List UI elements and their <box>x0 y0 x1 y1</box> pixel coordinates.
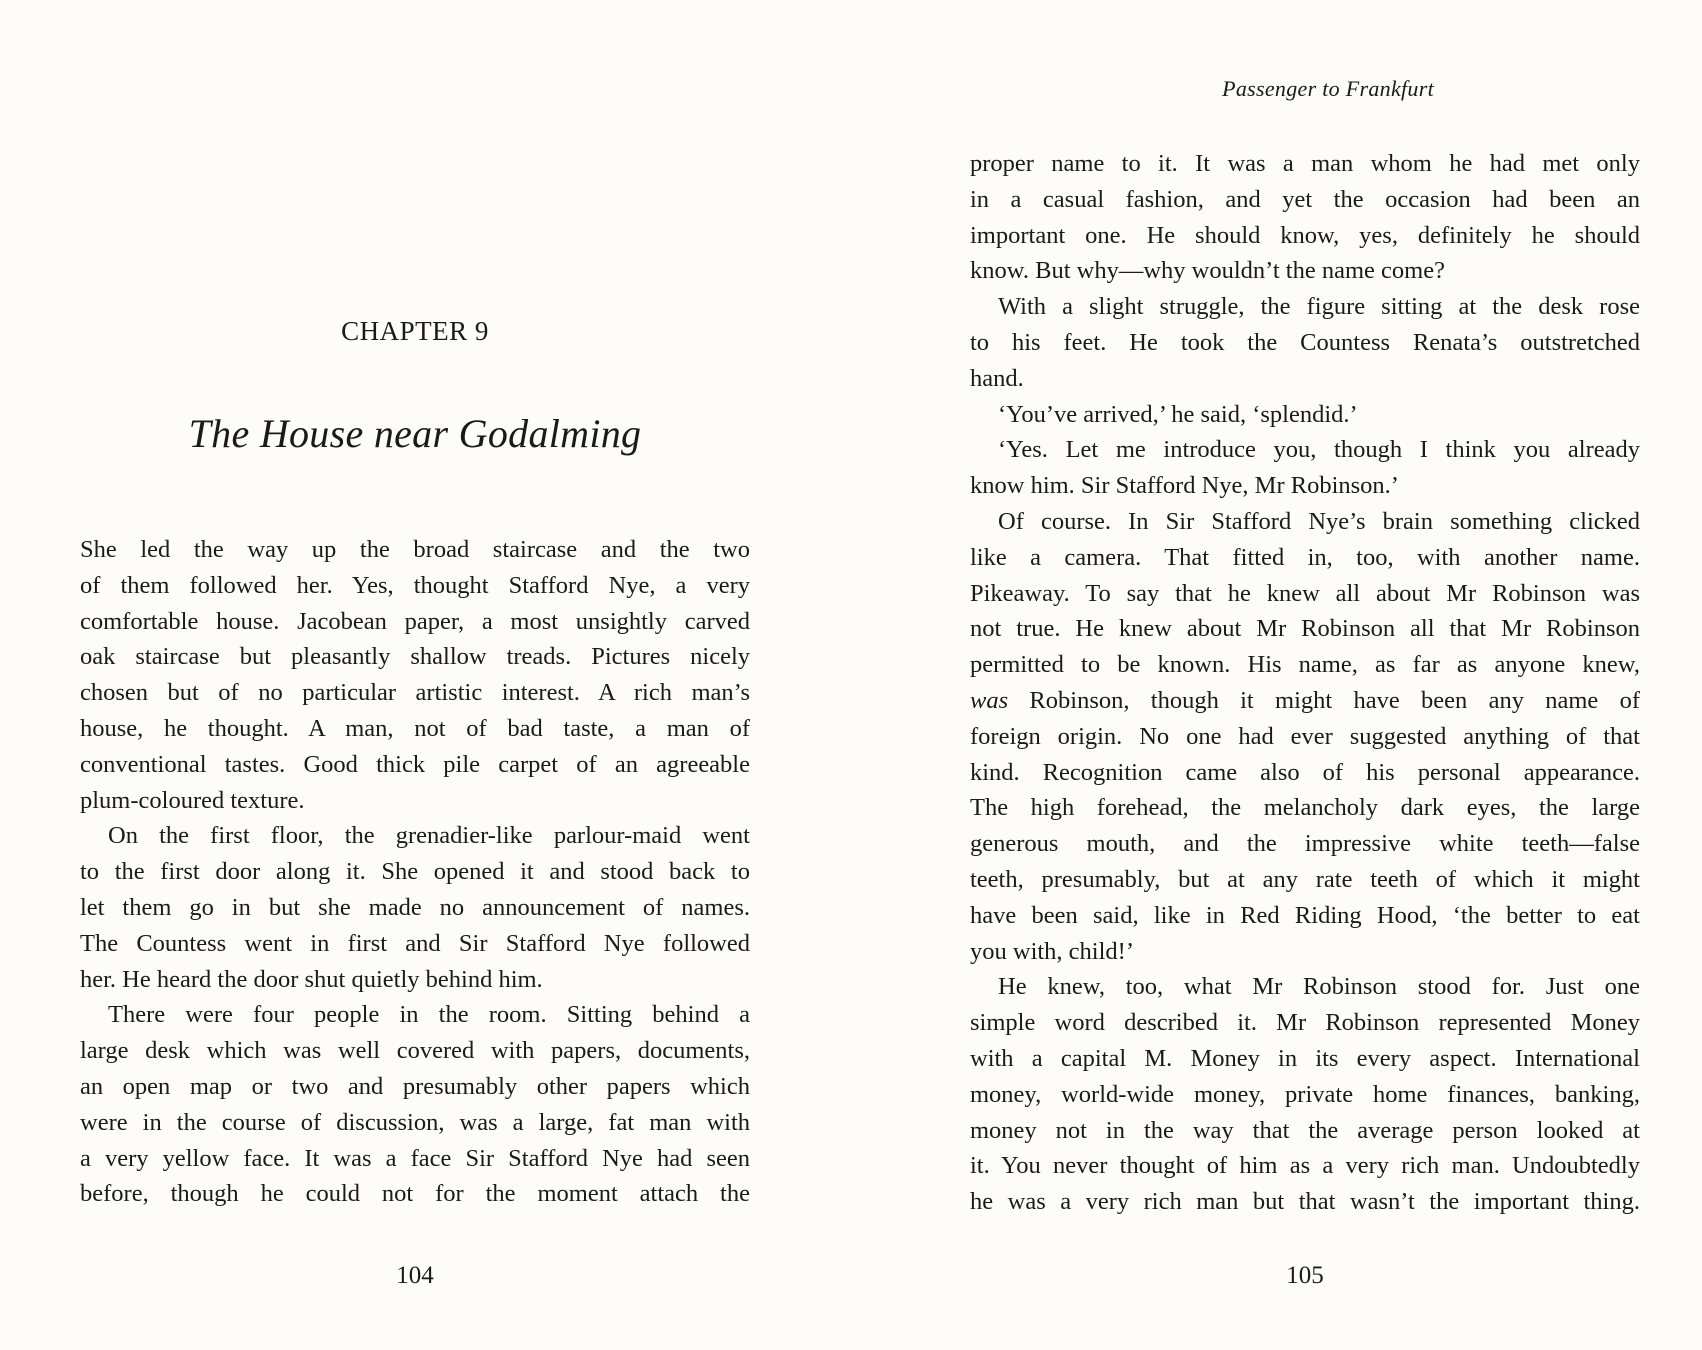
text-line: conventional tastes. Good thick pile carpet of an agreeable <box>80 750 750 778</box>
text-line: house, he thought. A man, not of bad taste, a man of <box>80 714 750 742</box>
right-page <box>970 0 1640 1350</box>
page-number-right: 105 <box>1286 1262 1324 1289</box>
text-line: There were four people in the room. Sitting behind a <box>108 1001 750 1029</box>
text-line: The Countess went in first and Sir Stafford Nye followed <box>80 929 750 957</box>
text-line: foreign origin. No one had ever suggested anything of that <box>970 722 1640 750</box>
running-head: Passenger to Frankfurt <box>1222 76 1434 101</box>
text-line: know him. Sir Stafford Nye, Mr Robinson.’ <box>970 472 1399 500</box>
text-line: On the first floor, the grenadier-like parlour-maid went <box>108 822 750 850</box>
text-line: it. You never thought of him as a very rich man. Undoubtedly <box>970 1152 1640 1180</box>
text-line: let them go in but she made no announcement of names. <box>80 893 750 921</box>
text-line: hand. <box>970 364 1024 392</box>
text-line: oak staircase but pleasantly shallow treads. Pictures nicely <box>80 643 750 671</box>
text-line: of them followed her. Yes, thought Stafford Nye, a very <box>80 571 750 599</box>
text-line: comfortable house. Jacobean paper, a most unsightly carved <box>80 607 750 635</box>
text-line: like a camera. That fitted in, too, with another name. <box>970 543 1640 571</box>
text-line: Of course. In Sir Stafford Nye’s brain something clicked <box>998 507 1640 535</box>
left-body-text <box>80 532 750 1212</box>
text-line: you with, child!’ <box>970 937 1134 965</box>
right-body-text <box>970 146 1640 1220</box>
text-line: not true. He knew about Mr Robinson all that Mr Robinson <box>970 615 1640 643</box>
text-line: have been said, like in Red Riding Hood, ‘the better to eat <box>970 901 1640 929</box>
text-line: an open map or two and presumably other papers which <box>80 1072 750 1100</box>
text-line: He knew, too, what Mr Robinson stood for. Just one <box>998 973 1640 1001</box>
text-line: kind. Recognition came also of his personal appearance. <box>970 758 1640 786</box>
text-line: plum-coloured texture. <box>80 786 305 814</box>
text-line: important one. He should know, yes, definitely he should <box>970 221 1640 249</box>
text-line: ‘Yes. Let me introduce you, though I think you already <box>998 436 1640 464</box>
text-line: was Robinson, though it might have been any name of <box>970 686 1640 714</box>
text-line: She led the way up the broad staircase and the two <box>80 536 750 563</box>
text-line: to his feet. He took the Countess Renata’s outstretched <box>970 328 1640 356</box>
text-line: The high forehead, the melancholy dark eyes, the large <box>970 794 1640 822</box>
left-page <box>80 0 750 1350</box>
text-line: money, world-wide money, private home finances, banking, <box>970 1080 1640 1108</box>
chapter-title: The House near Godalming <box>188 411 642 456</box>
text-line: generous mouth, and the impressive white teeth—false <box>970 830 1640 858</box>
text-line: know. But why—why wouldn’t the name come? <box>970 257 1445 285</box>
text-line: chosen but of no particular artistic interest. A rich man’s <box>80 679 750 707</box>
text-line: in a casual fashion, and yet the occasion had been an <box>970 185 1640 213</box>
text-line: money not in the way that the average person looked at <box>970 1116 1640 1144</box>
chapter-label: CHAPTER 9 <box>341 316 489 346</box>
text-line: a very yellow face. It was a face Sir Stafford Nye had seen <box>80 1144 750 1172</box>
page-number-left: 104 <box>396 1262 434 1289</box>
text-line: he was a very rich man but that wasn’t the important thing. <box>970 1188 1640 1216</box>
text-line: large desk which was well covered with papers, documents, <box>80 1037 750 1065</box>
text-line: were in the course of discussion, was a large, fat man with <box>80 1108 750 1136</box>
text-line: simple word described it. Mr Robinson represented Money <box>970 1009 1640 1037</box>
text-line: permitted to be known. His name, as far as anyone knew, <box>970 651 1640 679</box>
text-line: teeth, presumably, but at any rate teeth of which it might <box>970 865 1640 893</box>
text-line: before, though he could not for the moment attach the <box>80 1180 750 1208</box>
text-line: ‘You’ve arrived,’ he said, ‘splendid.’ <box>998 400 1358 428</box>
text-line: proper name to it. It was a man whom he had met only <box>970 150 1640 177</box>
text-line: with a capital M. Money in its every aspect. International <box>970 1044 1640 1072</box>
text-line: her. He heard the door shut quietly behind him. <box>80 965 543 993</box>
text-line: to the first door along it. She opened it and stood back to <box>80 858 750 886</box>
text-line: Pikeaway. To say that he knew all about Mr Robinson was <box>970 579 1640 607</box>
text-line: With a slight struggle, the figure sitting at the desk rose <box>998 293 1640 321</box>
